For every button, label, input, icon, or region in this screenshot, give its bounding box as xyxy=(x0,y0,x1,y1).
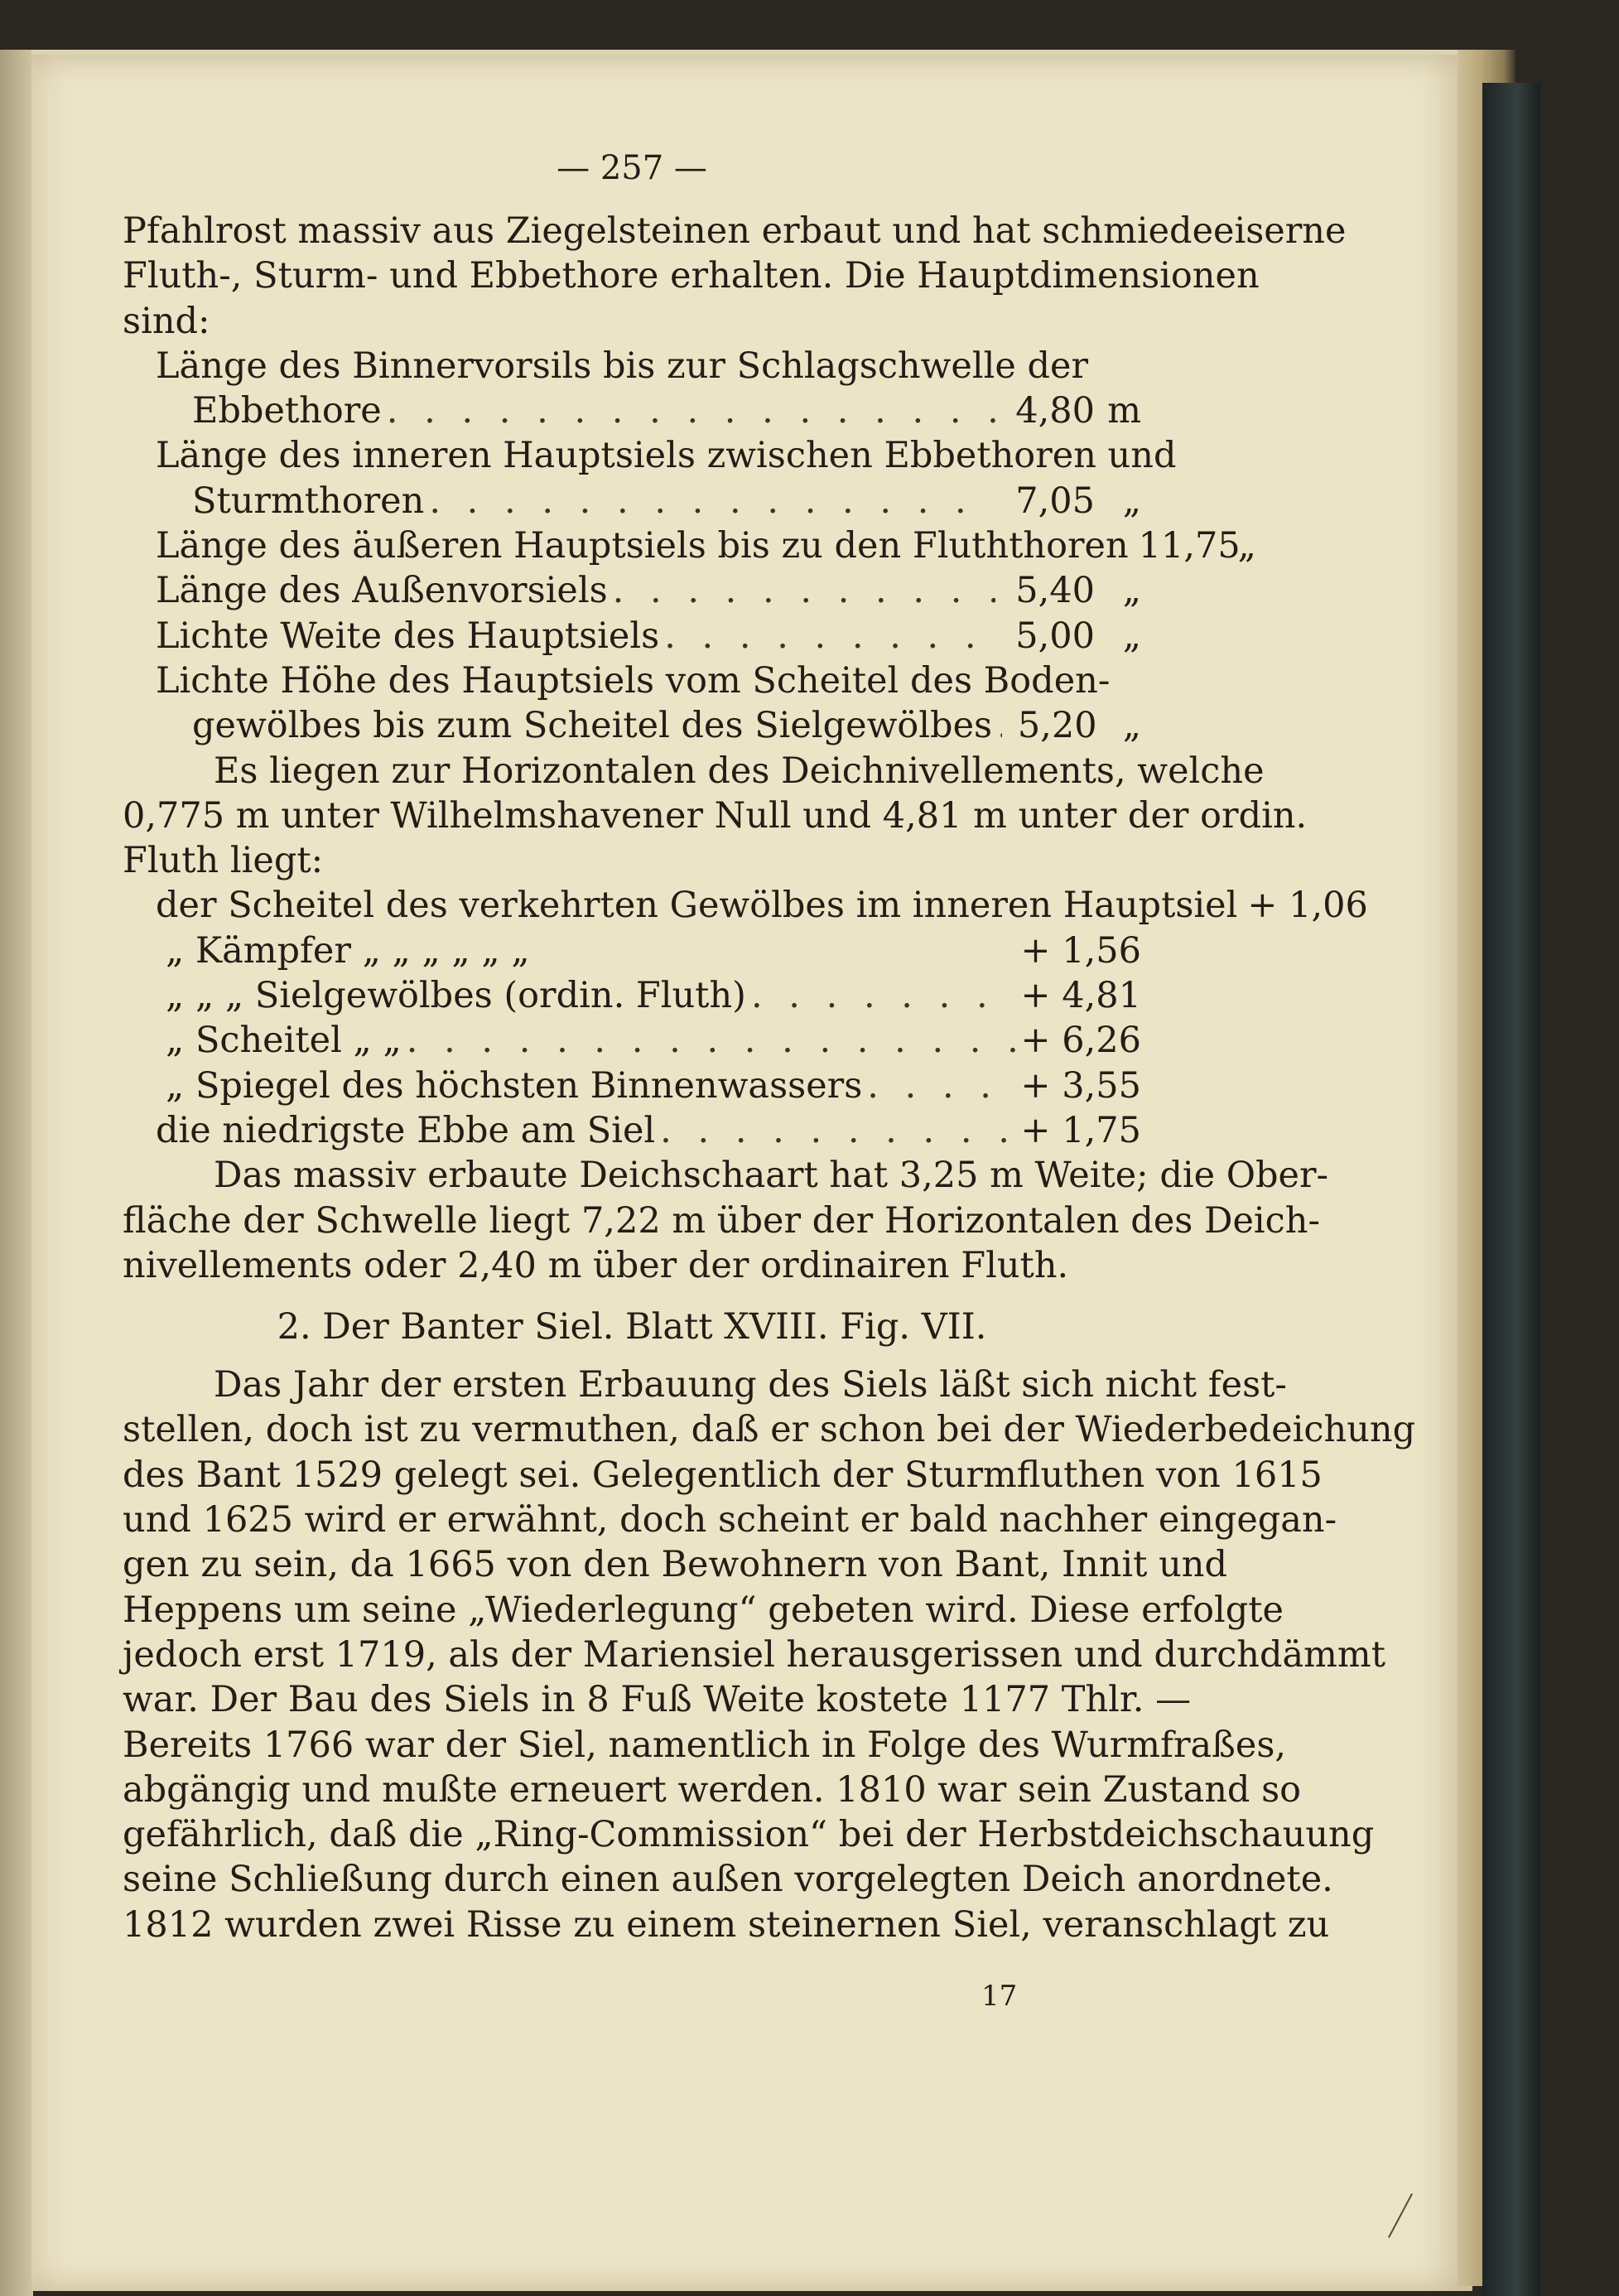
text-line xyxy=(123,1453,1323,1498)
height-row xyxy=(156,883,1368,928)
text-line-content: 1812 wurden zwei Risse zu einem steinernen Siel, veranschlagt zu xyxy=(123,1903,1330,1946)
leader-dots xyxy=(382,388,995,433)
dimension-label: Länge des Binnervorsils bis zur Schlagschwelle der xyxy=(156,345,1088,387)
dimension-label: Länge des äußeren Hauptsiels bis zu den Fluththoren xyxy=(156,525,1129,567)
text-line-content: war. Der Bau des Siels in 8 Fuß Weite kostete 1177 Thlr. — xyxy=(123,1679,1192,1721)
text-line xyxy=(123,1903,1330,1947)
dimension-label-continuation: Sturmthoren xyxy=(192,480,425,522)
text-line-content: stellen, doch ist zu vermuthen, daß er schon bei der Wiederbedeichung xyxy=(123,1409,1416,1451)
text-line-content: Das Jahr der ersten Erbauung des Siels läßt sich nicht fest- xyxy=(214,1364,1287,1406)
text-line: Fluth liegt: xyxy=(123,840,324,882)
text-line: nivellements oder 2,40 m über der ordinairen Fluth. xyxy=(123,1244,1069,1286)
page-number: — 257 — xyxy=(557,149,707,187)
dimension-unit: „ xyxy=(1122,480,1141,522)
dimension-row xyxy=(156,479,1141,523)
leader-dots xyxy=(655,1108,1017,1153)
dimension-row xyxy=(156,614,1141,658)
text-line: fläche der Schwelle liegt 7,22 m über der Horizontalen des Deich- xyxy=(123,1199,1320,1242)
text-line xyxy=(123,1857,1333,1902)
signature-mark: 17 xyxy=(981,1980,1018,2013)
text-line xyxy=(123,1677,1192,1722)
dimension-value: 5,20 xyxy=(1017,705,1097,747)
height-row xyxy=(156,929,1141,973)
text-line: Es liegen zur Horizontalen des Deichnivellements, welche xyxy=(214,750,1265,792)
dimensions-table xyxy=(123,344,1256,749)
dimension-label: Länge des inneren Hauptsiels zwischen Ebbethoren und xyxy=(156,435,1177,477)
text-line xyxy=(123,1768,1302,1812)
text-line xyxy=(123,1363,1287,1407)
dimension-row xyxy=(156,568,1141,613)
dimension-label-continuation: gewölbes bis zum Scheitel des Sielgewölbes xyxy=(192,705,993,747)
text-line-content: gefährlich, daß die „Ring-Commission“ bei der Herbstdeichschauung xyxy=(123,1814,1375,1856)
text-line-content: gen zu sein, da 1665 von den Bewohnern von Bant, Innit und xyxy=(123,1544,1228,1586)
height-row xyxy=(156,973,1141,1018)
section-heading: 2. Der Banter Siel. Blatt XVIII. Fig. VII. xyxy=(277,1306,987,1348)
text-line xyxy=(123,1812,1375,1857)
dimension-label: Länge des Außenvorsiels xyxy=(156,570,608,612)
height-value: + 6,26 xyxy=(1020,1020,1141,1062)
page-text xyxy=(123,147,1416,1947)
text-line: sind: xyxy=(123,300,210,342)
heights-table xyxy=(123,883,1368,1153)
height-value: + 4,81 xyxy=(1020,975,1141,1017)
text-line-content: des Bant 1529 gelegt sei. Gelegentlich der Sturmfluthen von 1615 xyxy=(123,1454,1323,1496)
dimension-value: 5,40 xyxy=(1015,570,1095,612)
leader-dots xyxy=(746,973,1017,1018)
dimension-unit: „ xyxy=(1122,570,1141,612)
text-line xyxy=(123,1542,1228,1587)
height-row xyxy=(156,1064,1141,1108)
dimension-label: Lichte Weite des Hauptsiels xyxy=(156,615,660,657)
height-value: + 1,56 xyxy=(1020,929,1141,972)
height-value: + 1,06 xyxy=(1247,885,1368,927)
height-label: „ Spiegel des höchsten Binnenwassers xyxy=(166,1064,863,1107)
paragraph-deichschaart xyxy=(123,1153,1329,1288)
dimension-label-continuation: Ebbethore xyxy=(192,390,382,432)
text-line-content: seine Schließung durch einen außen vorgelegten Deich anordnete. xyxy=(123,1859,1333,1901)
text-line-content: und 1625 wird er erwähnt, doch scheint er bald nachher eingegan- xyxy=(123,1499,1337,1541)
text-line: Pfahlrost massiv aus Ziegelsteinen erbaut und hat schmiedeeiserne xyxy=(123,210,1347,252)
dimension-row xyxy=(156,388,1141,433)
text-line xyxy=(123,1588,1284,1633)
height-value: + 1,75 xyxy=(1020,1109,1141,1151)
leader-dots xyxy=(862,1064,1017,1108)
intro-paragraph xyxy=(123,209,1347,344)
text-line xyxy=(123,1633,1385,1677)
height-label: „ „ „ Sielgewölbes (ordin. Fluth) xyxy=(166,975,746,1017)
dimension-label-line xyxy=(156,658,1141,703)
dimension-value: 11,75 xyxy=(1138,525,1241,567)
leader-dots xyxy=(608,568,995,613)
height-label: „ Scheitel „ „ xyxy=(166,1020,402,1062)
text-line xyxy=(123,1498,1337,1542)
dimension-label-line xyxy=(156,344,1141,388)
text-line-content: jedoch erst 1719, als der Mariensiel herausgerissen und durchdämmt xyxy=(123,1633,1385,1676)
dimension-row xyxy=(156,523,1256,568)
dimension-label: Lichte Höhe des Hauptsiels vom Scheitel des Boden- xyxy=(156,659,1111,702)
book-cover-edge xyxy=(1482,83,1540,2296)
paragraph-levels-intro xyxy=(123,749,1308,884)
text-line: Das massiv erbaute Deichschaart hat 3,25 m Weite; die Ober- xyxy=(214,1155,1329,1197)
dimension-unit: „ xyxy=(1237,525,1256,567)
dimension-value: 5,00 xyxy=(1015,615,1095,657)
adjacent-page-edge xyxy=(0,50,33,2296)
dimension-unit: m xyxy=(1107,390,1141,432)
paragraph-history xyxy=(123,1363,1416,1947)
leader-dots xyxy=(402,1018,1017,1063)
height-label: die niedrigste Ebbe am Siel xyxy=(156,1109,656,1151)
dimension-value: 7,05 xyxy=(1015,480,1095,522)
height-row xyxy=(156,1108,1141,1153)
text-line-content: Heppens um seine „Wiederlegung“ gebeten wird. Diese erfolgte xyxy=(123,1589,1284,1631)
text-line: Fluth-, Sturm- und Ebbethore erhalten. Die Hauptdimensionen xyxy=(123,255,1260,297)
text-line: 0,775 m unter Wilhelmshavener Null und 4,81 m unter der ordin. xyxy=(123,794,1308,837)
height-value: + 3,55 xyxy=(1020,1064,1141,1107)
height-label: „ Kämpfer „ „ „ „ „ „ xyxy=(166,929,530,972)
text-line-content: Bereits 1766 war der Siel, namentlich in Folge des Wurmfraßes, xyxy=(123,1724,1287,1766)
height-row xyxy=(156,1018,1141,1063)
dimension-unit: „ xyxy=(1122,705,1141,747)
text-line xyxy=(123,1407,1416,1452)
dimension-value: 4,80 xyxy=(1015,390,1095,432)
leader-dots xyxy=(992,703,1002,748)
text-line-content: abgängig und mußte erneuert werden. 1810 war sein Zustand so xyxy=(123,1768,1302,1811)
dimension-row xyxy=(156,703,1141,748)
dimension-unit: „ xyxy=(1122,615,1141,657)
text-line xyxy=(123,1723,1287,1768)
height-label: der Scheitel des verkehrten Gewölbes im inneren Hauptsiel xyxy=(156,885,1238,927)
leader-dots xyxy=(424,479,995,523)
leader-dots xyxy=(659,614,995,658)
dimension-label-line xyxy=(156,433,1177,478)
